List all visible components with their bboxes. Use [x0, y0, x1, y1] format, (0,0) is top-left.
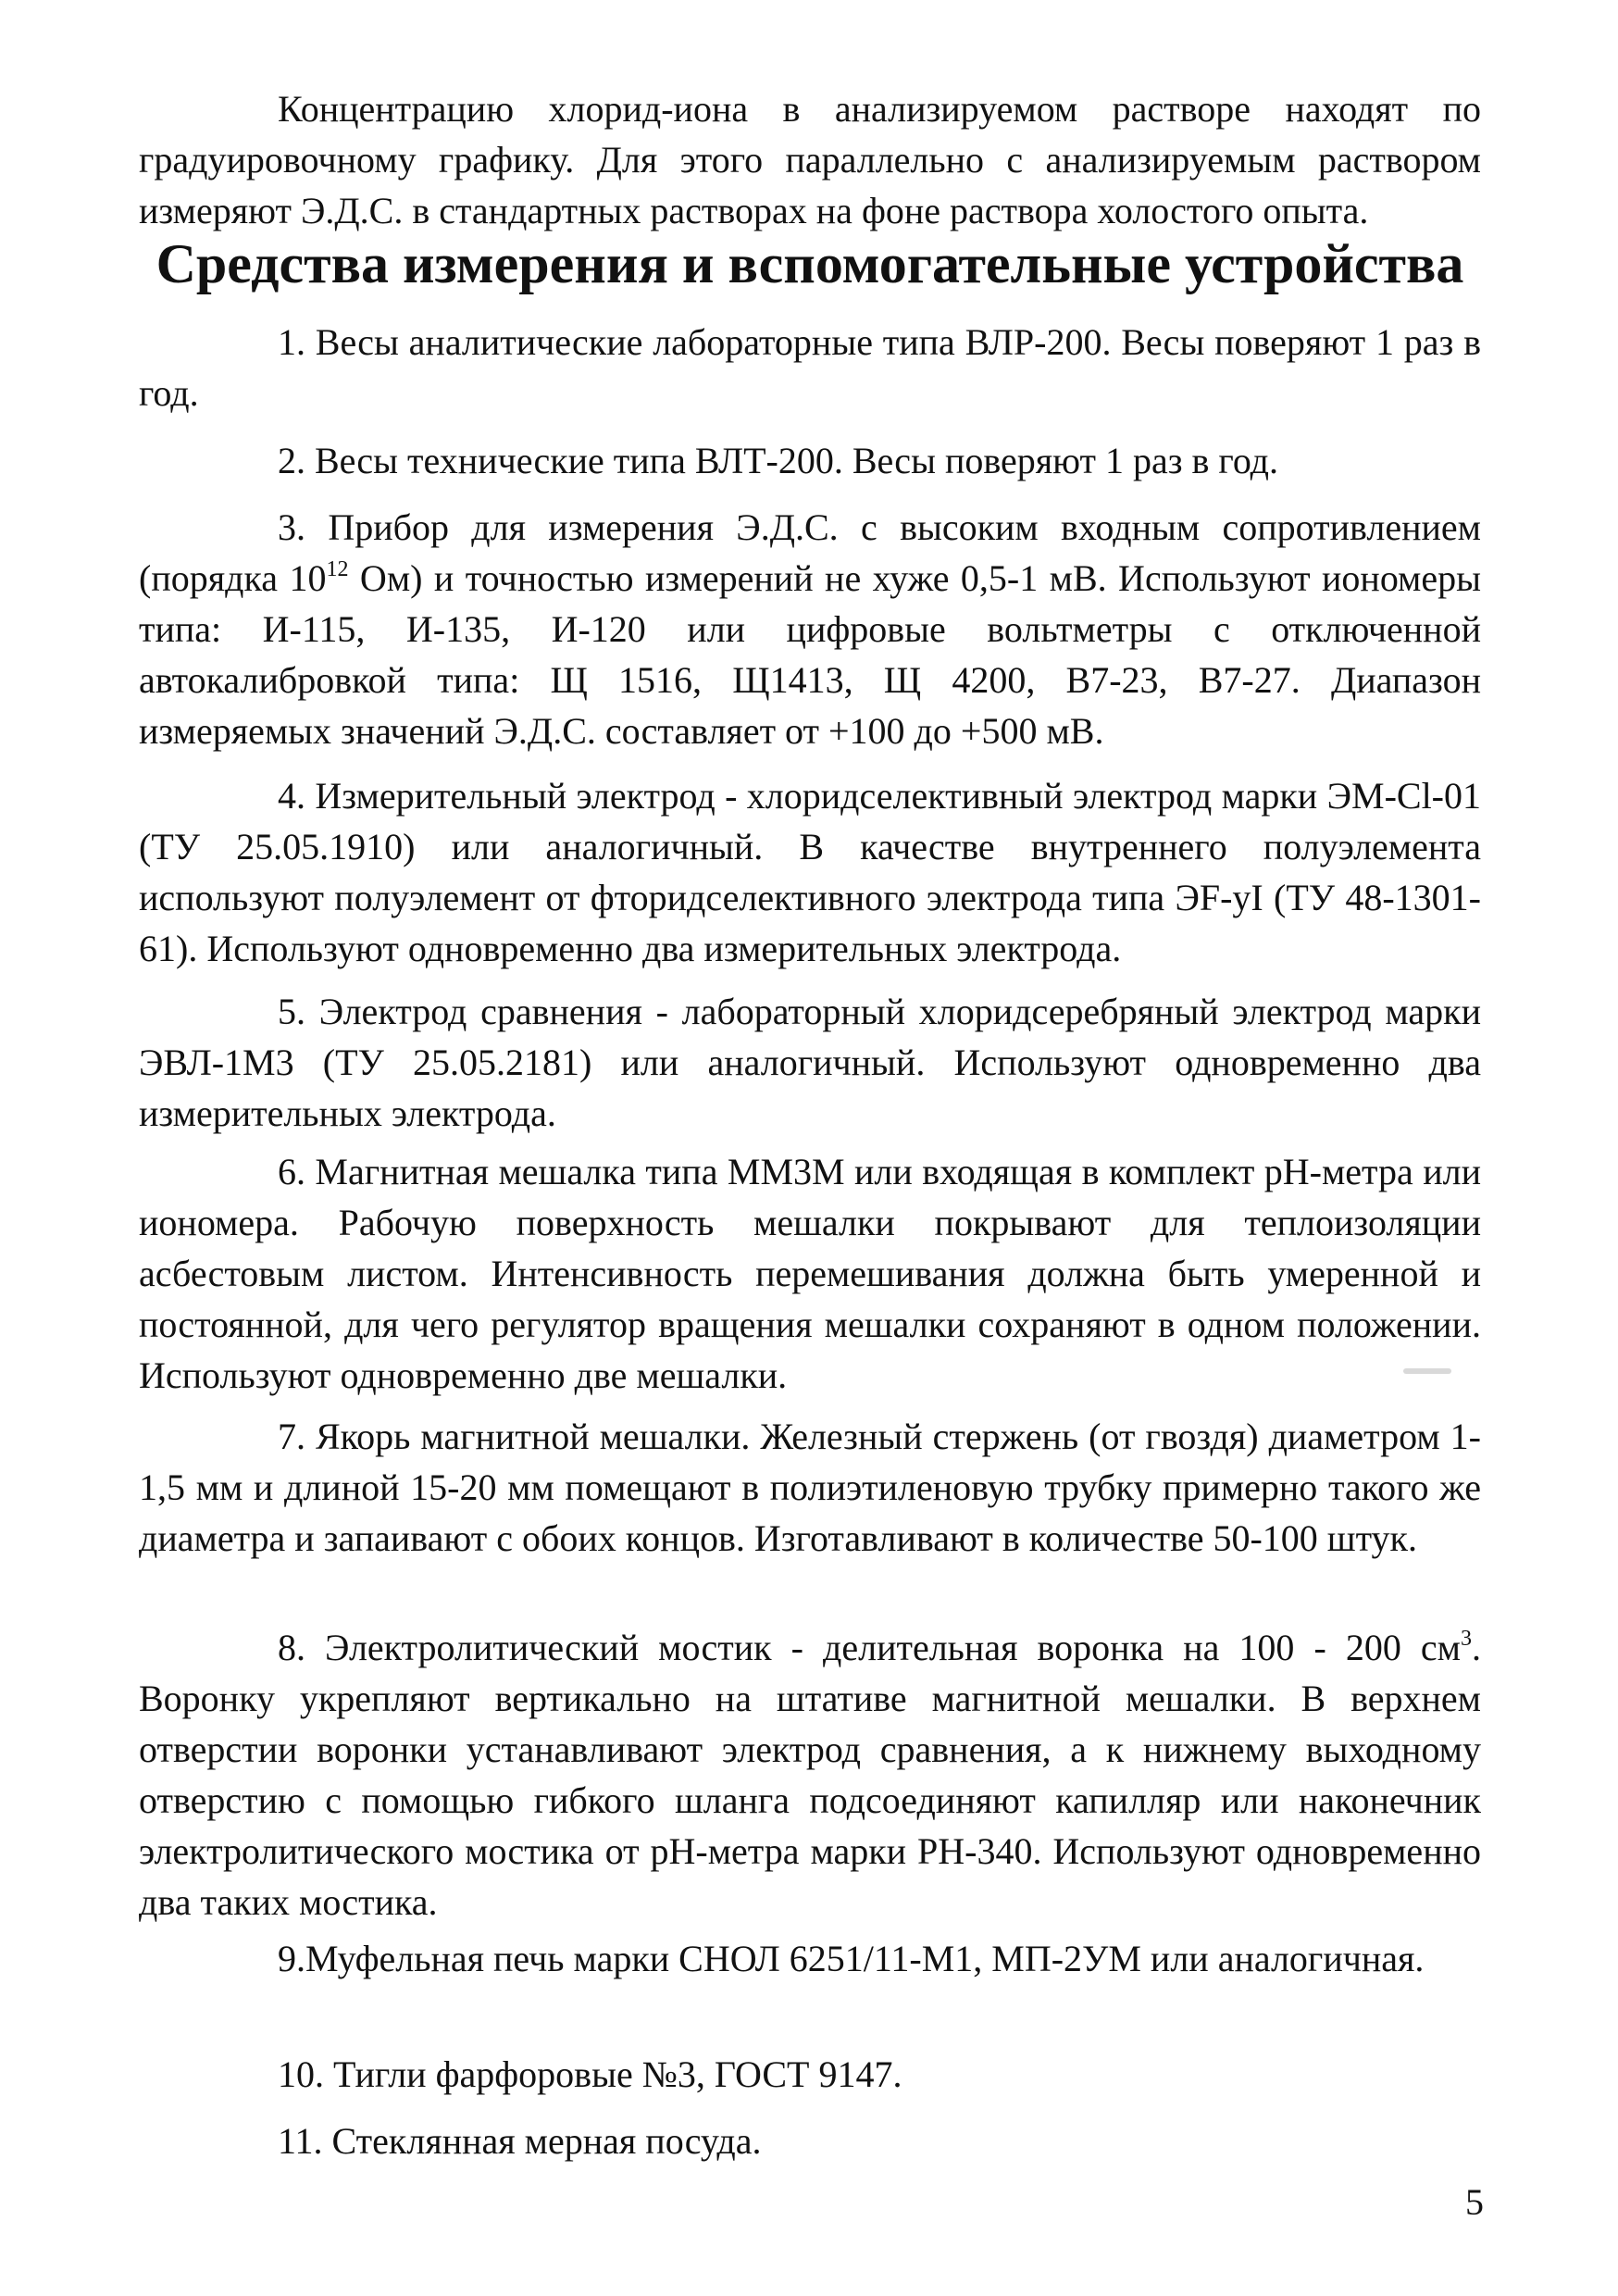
list-item — [139, 1622, 1481, 1928]
list-item-text: . Воронку укрепляют вертикально на штативе магнитной мешалки. В верхнем отверстии воронки устанавливают электрод сравнения, а к нижнему выходному отверстию с помощью гибкого шланга подсоединяют капилляр или наконечник электролитического мостика от pH-метра марки PH-340. Используют одновременно два таких мостика. — [139, 1627, 1481, 1923]
list-item: 1. Весы аналитические лабораторные типа ВЛР-200. Весы поверяют 1 раз в год. — [139, 321, 1481, 414]
list-item: 7. Якорь магнитной мешалки. Железный стержень (от гвоздя) диаметром 1-1,5 мм и длиной 15-20 мм помещают в полиэтиленовую трубку примерно такого же диаметра и запаивают с обоих концов. Изготавливают в количестве 50-100 штук. — [139, 1416, 1481, 1559]
page-number: 5 — [1465, 2181, 1484, 2223]
list-item-text: 8. Электролитический мостик - делительная воронка на 100 - 200 см — [278, 1627, 1461, 1668]
list-item: 4. Измерительный электрод - хлоридселективный электрод марки ЭМ-Cl-01 (ТУ 25.05.1910) или аналогичный. В качестве внутреннего полуэлемента используют полуэлемент от фторидселективного электрода типа ЭF-yI (ТУ 48-1301-61). Используют одновременно два измерительных электрода. — [139, 775, 1481, 969]
section-heading: Средства измерения и вспомогательные устройства — [156, 233, 1464, 294]
list-item-text: Ом) и точностью измерений не хуже 0,5-1 мВ. Используют иономеры типа: И-115, И-135, И-120 или цифровые вольтметры с отключенной автокалибровкой типа: Щ 1516, Щ1413, Щ 4200, В7-23, В7-27. Диапазон измеряемых значений Э.Д.С. составляет от +100 до +500 мВ. — [139, 557, 1482, 752]
superscript: 3 — [1461, 1627, 1472, 1651]
list-item: 10. Тигли фарфоровые №3, ГОСТ 9147. — [278, 2053, 902, 2095]
list-item: 11. Стеклянная мерная посуда. — [278, 2120, 762, 2162]
intro-paragraph: Концентрацию хлорид-иона в анализируемом растворе находят по градуировочному графику. Для этого параллельно с анализируемым раствором измеряют Э.Д.С. в стандартных растворах на фоне раствора холостого опыта. — [139, 88, 1481, 231]
list-item: 6. Магнитная мешалка типа ММ3М или входящая в комплект pH-метра или иономера. Рабочую поверхность мешалки покрывают для теплоизоляции асбестовым листом. Интенсивность перемешивания должна быть умеренной и постоянной, для чего регулятор вращения мешалки сохраняют в одном положении. Используют одновременно две мешалки. — [139, 1151, 1481, 1396]
list-item: 9.Муфельная печь марки СНОЛ 6251/11-М1, МП-2УМ или аналогичная. — [278, 1938, 1425, 1979]
scan-smudge — [1403, 1368, 1451, 1374]
superscript: 12 — [326, 557, 349, 581]
list-item: 2. Весы технические типа ВЛТ-200. Весы поверяют 1 раз в год. — [278, 440, 1279, 481]
list-item — [139, 502, 1481, 756]
list-item-text: 3. Прибор для измерения Э.Д.С. с высоким входным сопротивлением (порядка 10 — [139, 506, 1481, 599]
list-item: 5. Электрод сравнения - лабораторный хлоридсеребряный электрод марки ЭВЛ-1М3 (ТУ 25.05.2181) или аналогичный. Используют одновременно два измерительных электрода. — [139, 991, 1481, 1134]
